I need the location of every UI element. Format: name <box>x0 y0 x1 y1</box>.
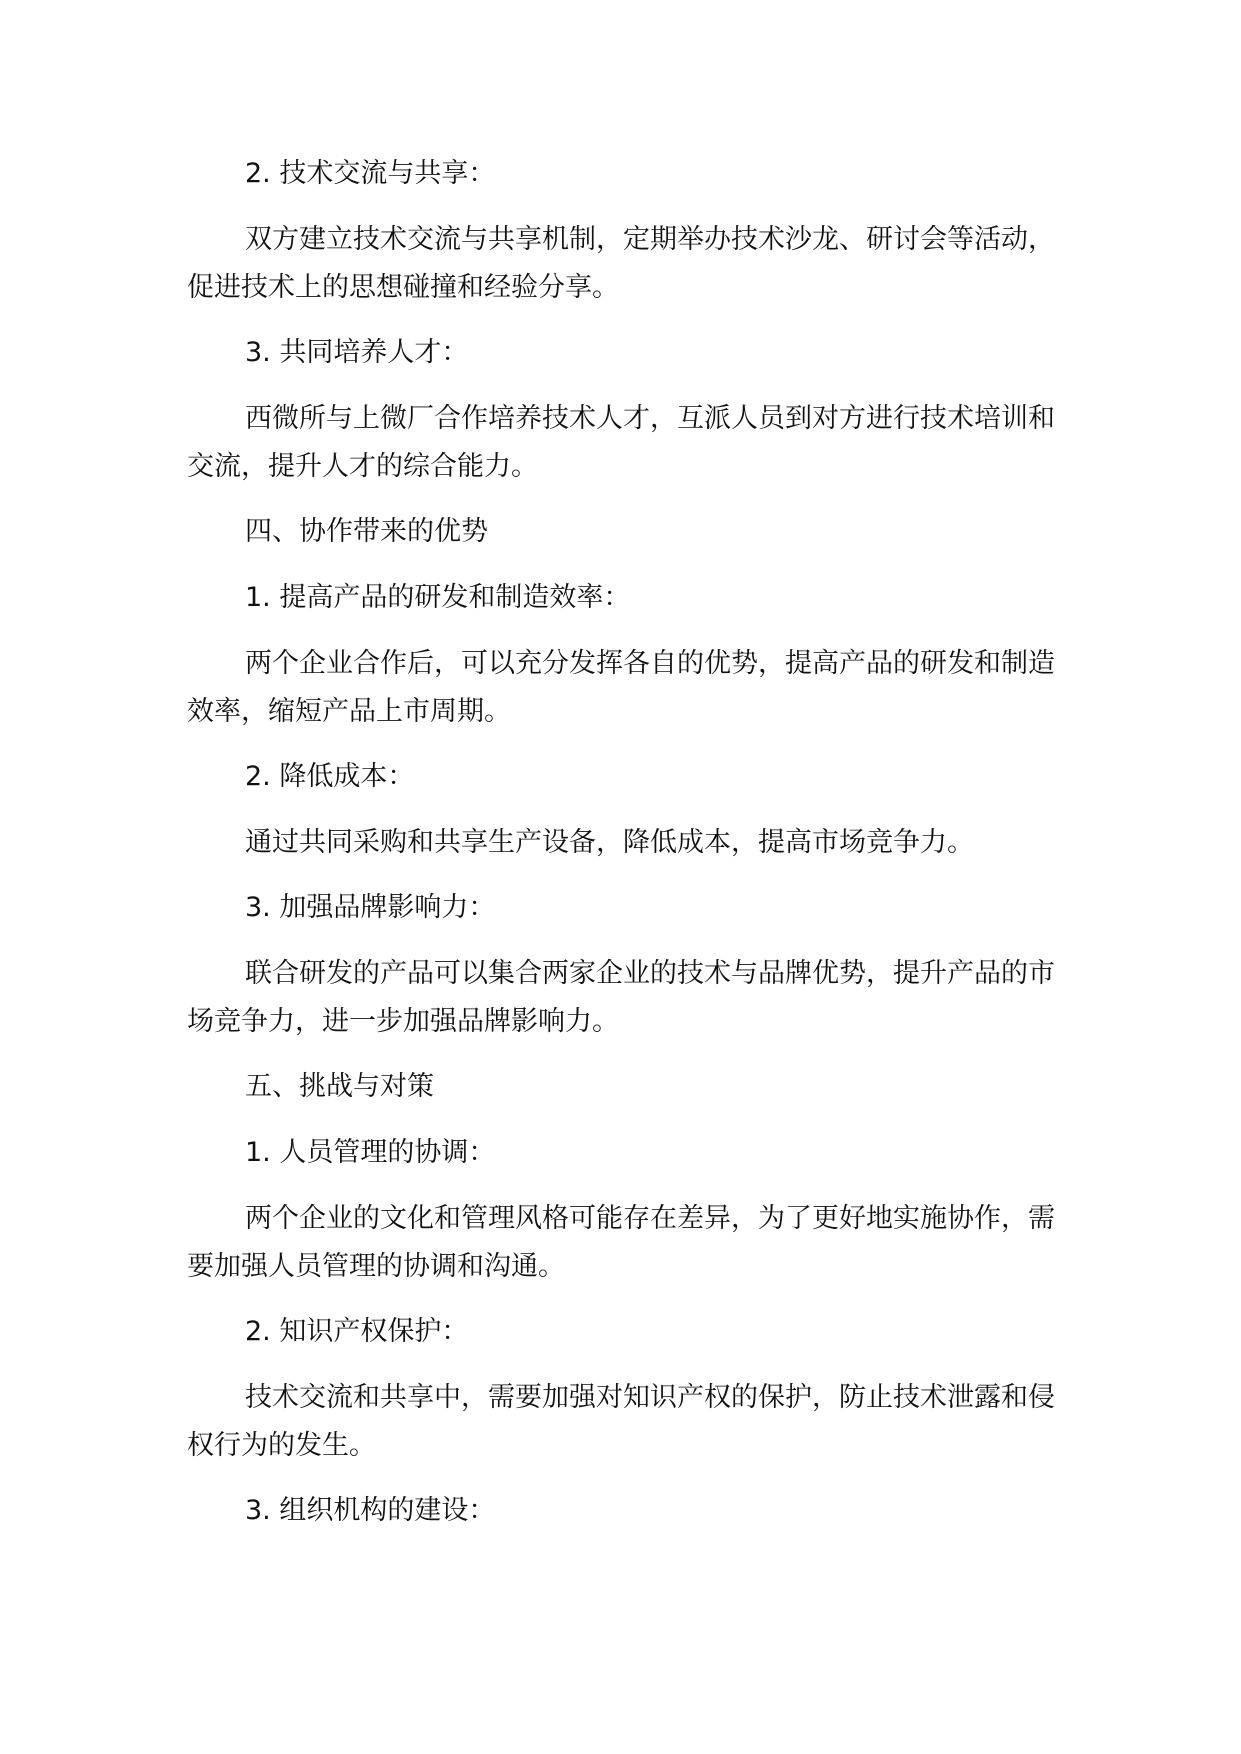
section-heading: 1. 人员管理的协调： <box>245 1137 496 1168</box>
body-paragraph: 两个企业的文化和管理风格可能存在差异，为了更好地实施协作，需要加强人员管理的协调和沟通。 <box>187 1203 1055 1282</box>
chapter-heading: 四、协作带来的优势 <box>245 516 488 547</box>
section-heading: 2. 降低成本： <box>245 761 415 792</box>
section-heading: 2. 技术交流与共享： <box>245 158 496 189</box>
section-heading: 2. 知识产权保护： <box>245 1316 469 1347</box>
body-paragraph: 技术交流和共享中，需要加强对知识产权的保护，防止技术泄露和侵权行为的发生。 <box>187 1382 1055 1461</box>
body-paragraph: 联合研发的产品可以集合两家企业的技术与品牌优势，提升产品的市场竞争力，进一步加强品牌影响力。 <box>187 958 1055 1037</box>
chapter-heading: 五、挑战与对策 <box>245 1071 434 1102</box>
section-heading: 3. 组织机构的建设： <box>245 1495 496 1526</box>
body-paragraph: 两个企业合作后，可以充分发挥各自的优势，提高产品的研发和制造效率，缩短产品上市周期。 <box>187 648 1055 727</box>
section-heading: 1. 提高产品的研发和制造效率： <box>245 582 631 613</box>
section-heading: 3. 加强品牌影响力： <box>245 892 496 923</box>
section-heading: 3. 共同培养人才： <box>245 337 469 368</box>
body-paragraph: 西微所与上微厂合作培养技术人才，互派人员到对方进行技术培训和交流，提升人才的综合能力。 <box>187 403 1055 482</box>
body-paragraph: 双方建立技术交流与共享机制，定期举办技术沙龙、研讨会等活动，促进技术上的思想碰撞和经验分享。 <box>187 224 1055 303</box>
body-paragraph: 通过共同采购和共享生产设备，降低成本，提高市场竞争力。 <box>245 827 974 858</box>
document-body <box>187 150 1067 1553</box>
